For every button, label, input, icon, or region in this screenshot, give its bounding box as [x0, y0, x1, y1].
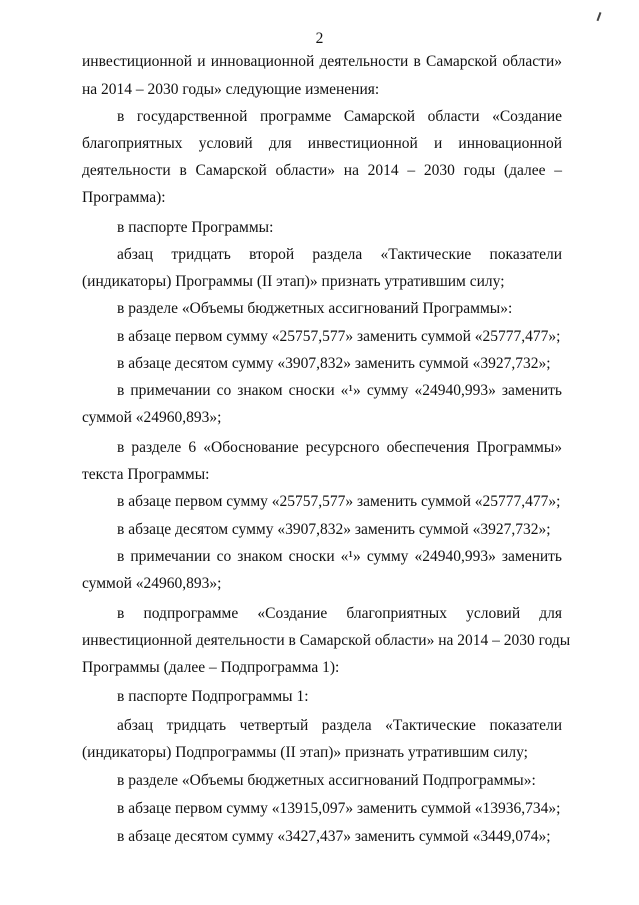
text-line: в паспорте Программы:	[117, 219, 274, 236]
text-line: суммой «24960,893»;	[82, 409, 222, 426]
text-line: суммой «24960,893»;	[82, 575, 222, 592]
page-number: 2	[315, 30, 324, 47]
text-line: в разделе «Объемы бюджетных ассигнований Программы»:	[117, 300, 513, 317]
text-line: в абзаце первом сумму «13915,097» заменить суммой «13936,734»;	[117, 800, 561, 817]
text-line: в разделе «Объемы бюджетных ассигнований Подпрограммы»:	[117, 772, 536, 789]
text-line: текста Программы:	[82, 466, 210, 483]
text-line: абзац тридцать четвертый раздела «Тактические показатели	[117, 717, 562, 734]
text-line: в абзаце десятом сумму «3427,437» заменить суммой «3449,074»;	[117, 828, 551, 845]
text-line: в абзаце десятом сумму «3907,832» заменить суммой «3927,732»;	[117, 355, 551, 372]
text-line: в государственной программе Самарской области «Создание	[117, 108, 562, 125]
text-line: в разделе 6 «Обоснование ресурсного обеспечения Программы»	[117, 439, 562, 456]
text-line: инвестиционной деятельности в Самарской области» на 2014 – 2030 годы	[82, 632, 571, 649]
text-line: (индикаторы) Программы (II этап)» признать утратившим силу;	[82, 273, 505, 290]
text-line: в абзаце десятом сумму «3907,832» заменить суммой «3927,732»;	[117, 521, 551, 538]
text-line: Программа):	[82, 189, 166, 206]
text-line: в примечании со знаком сноски «¹» сумму «24940,993» заменить	[117, 548, 562, 565]
text-line: инвестиционной и инновационной деятельности в Самарской области»	[82, 53, 562, 70]
text-line: в абзаце первом сумму «25757,577» заменить суммой «25777,477»;	[117, 493, 561, 510]
text-line: абзац тридцать второй раздела «Тактические показатели	[117, 246, 562, 263]
text-line: в подпрограмме «Создание благоприятных условий для	[117, 605, 562, 622]
text-line: деятельности в Самарской области» на 2014 – 2030 годы (далее –	[82, 162, 562, 179]
text-line: Программы (далее – Подпрограмма 1):	[82, 659, 340, 676]
text-line: (индикаторы) Подпрограммы (II этап)» признать утратившим силу;	[82, 744, 528, 761]
text-line: в паспорте Подпрограммы 1:	[117, 688, 309, 705]
text-line: в абзаце первом сумму «25757,577» заменить суммой «25777,477»;	[117, 328, 561, 345]
text-line: на 2014 – 2030 годы» следующие изменения:	[82, 81, 380, 98]
text-line: в примечании со знаком сноски «¹» сумму «24940,993» заменить	[117, 382, 562, 399]
scan-artifact-mark	[597, 12, 601, 21]
text-line: благоприятных условий для инвестиционной и инновационной	[82, 135, 562, 152]
